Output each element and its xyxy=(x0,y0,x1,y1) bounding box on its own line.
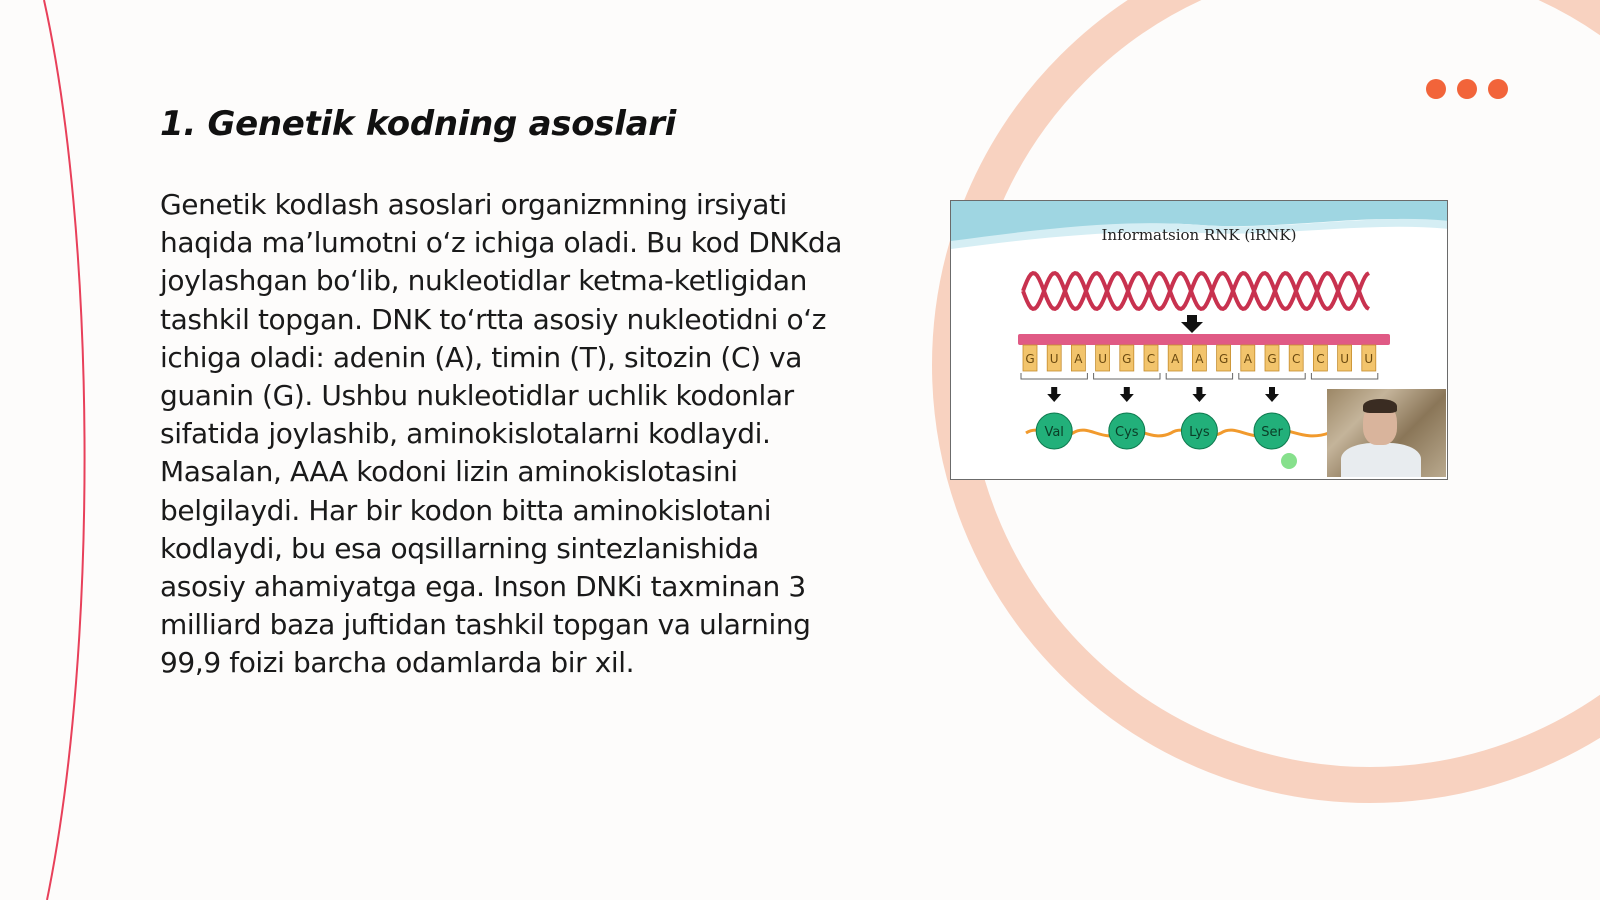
base-label: A xyxy=(1171,352,1180,366)
dna-double-helix xyxy=(1023,273,1369,309)
base-label: C xyxy=(1292,352,1301,366)
pointer-dot xyxy=(1281,453,1297,469)
base-label: A xyxy=(1195,352,1204,366)
presenter-hair xyxy=(1363,399,1397,413)
codon-bracket xyxy=(1166,373,1232,379)
amino-acid-label: Lys xyxy=(1189,425,1210,440)
base-label: U xyxy=(1098,352,1107,366)
base-label: C xyxy=(1146,352,1156,366)
mrna-strand-bar xyxy=(1018,334,1390,345)
dot-icon xyxy=(1488,79,1508,99)
mrna-bases xyxy=(1023,345,1376,371)
base-label: C xyxy=(1316,352,1325,366)
slide-title: 1. Genetik kodning asoslari xyxy=(160,104,677,144)
base-label: U xyxy=(1340,352,1349,366)
arrow-down-icon xyxy=(1181,315,1203,333)
amino-acid-label: Ser xyxy=(1261,425,1283,440)
arrow-down-icon xyxy=(1120,387,1134,402)
slide-body-text: Genetik kodlash asoslari organizmning irsiyati haqida ma’lumotni o‘z ichiga oladi. Bu kod DNKda joylashgan bo‘lib, nukleotidlar ketma-ketligidan tashkil topgan. DNK to‘rtta asosiy nukleotidni o‘z ichiga oladi: adenin (A), timin (T), sitozin (C) va guanin (G). Ushbu nukleotidlar uchlik kodonlar sifatida joylashib, aminokislotalarni kodlaydi. Masalan, AAA kodoni lizin aminokislotasini belgilaydi. Har bir kodon bitta aminokislotani kodlaydi, bu esa oqsillarning sintezlanishida asosiy ahamiyatga ega. Inson DNKi taxminan 3 milliard baza juftidan tashkil topgan va ularning 99,9 foizi barcha odamlarda bir xil. xyxy=(160,188,843,680)
base-label: A xyxy=(1074,352,1083,366)
codon-arrows xyxy=(1047,387,1279,402)
codon-bracket xyxy=(1311,373,1377,379)
arrow-down-icon xyxy=(1192,387,1206,402)
three-dots-icon xyxy=(1426,79,1508,99)
amino-acid-label: Cys xyxy=(1115,425,1139,440)
codon-bracket xyxy=(1094,373,1160,379)
arrow-down-icon xyxy=(1265,387,1279,402)
base-label: G xyxy=(1025,352,1035,366)
base-label: A xyxy=(1243,352,1252,366)
base-label: G xyxy=(1267,352,1277,366)
dot-icon xyxy=(1457,79,1477,99)
presenter-video-thumbnail xyxy=(1327,389,1446,477)
left-accent-line xyxy=(44,0,85,900)
arrow-down-icon xyxy=(1047,387,1061,402)
codon-bracket xyxy=(1021,373,1087,379)
figure-title: Informatsion RNK (iRNK) xyxy=(1101,226,1297,244)
base-label: G xyxy=(1218,352,1229,366)
mrna-figure xyxy=(950,200,1448,480)
codon-brackets xyxy=(1021,373,1378,379)
base-label: U xyxy=(1364,352,1374,366)
dot-icon xyxy=(1426,79,1446,99)
codon-bracket xyxy=(1239,373,1305,379)
base-label: U xyxy=(1049,352,1059,366)
presenter-shirt xyxy=(1341,443,1421,477)
base-label: G xyxy=(1122,352,1132,366)
amino-acid-label: Val xyxy=(1044,425,1064,440)
